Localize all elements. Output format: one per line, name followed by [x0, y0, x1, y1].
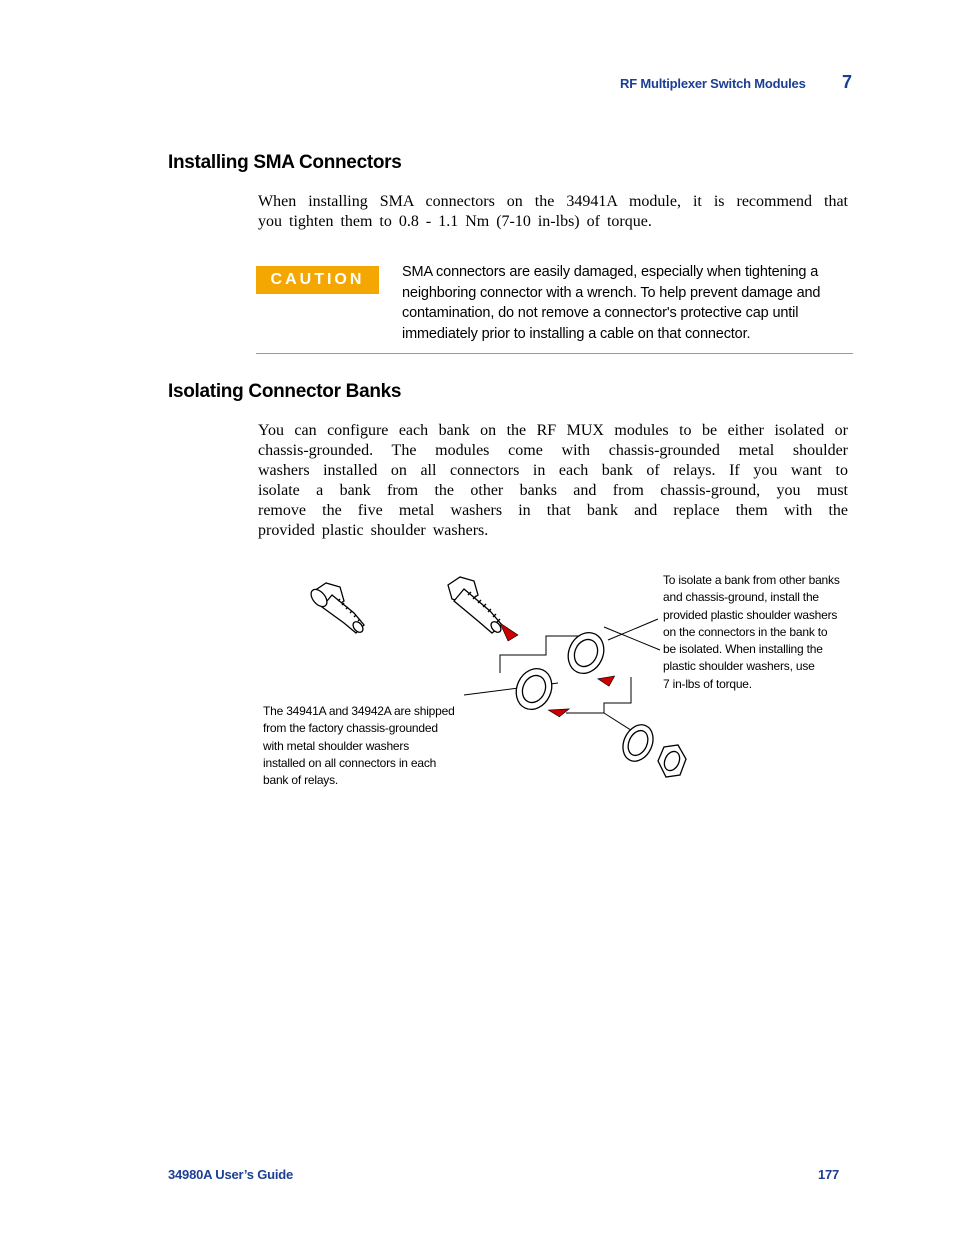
caution-label: CAUTION [256, 266, 379, 294]
note-line: and chassis-ground, install the [663, 590, 819, 605]
section-heading-isolating-banks: Isolating Connector Banks [168, 381, 402, 402]
section2-paragraph [258, 421, 848, 541]
bracket-lines [464, 619, 660, 741]
caution-divider [256, 353, 853, 354]
shoulder-washer [510, 663, 559, 715]
paragraph-line: remove the five metal washers in that bank and replace them with the [258, 502, 848, 519]
note-line: be isolated. When installing the [663, 642, 823, 657]
caution-line: contamination, do not remove a connector's protective cap until [402, 305, 799, 321]
paragraph-line: washers installed on all connectors in each bank of relays. If you want to [258, 462, 848, 479]
caution-text [402, 262, 852, 344]
footer-page-number: 177 [818, 1167, 840, 1182]
note-line: plastic shoulder washers, use [663, 659, 815, 674]
paragraph-line: chassis-grounded. The modules come with chassis-grounded metal shoulder [258, 442, 848, 459]
figure-note-right [663, 572, 863, 693]
paragraph-line: You can configure each bank on the RF MUX modules to be either isolated or [258, 422, 848, 439]
shoulder-washer [562, 627, 611, 679]
caution-line: neighboring connector with a wrench. To help prevent damage and [402, 284, 821, 301]
note-line: with metal shoulder washers [263, 738, 410, 753]
note-line: 7 in-lbs of torque. [663, 676, 752, 691]
chapter-number: 7 [842, 72, 853, 92]
caution-line: SMA connectors are easily damaged, especially when tightening a [402, 264, 819, 280]
note-line: installed on all connectors in each [263, 755, 437, 770]
note-line: from the factory chassis-grounded [263, 721, 438, 736]
sma-connector-bare [448, 577, 503, 634]
note-line: bank of relays. [263, 773, 339, 788]
caution-line: immediately prior to installing a cable on that connector. [402, 325, 751, 342]
section-heading-installing-sma: Installing SMA Connectors [168, 152, 402, 173]
paragraph-line: When installing SMA connectors on the 34941A module, it is recommend that [258, 193, 848, 210]
paragraph-line: isolate a bank from the other banks and from chassis-ground, you must [258, 482, 848, 499]
note-line: provided plastic shoulder washers [663, 607, 838, 622]
running-header-title: RF Multiplexer Switch Modules [620, 76, 806, 91]
paragraph-line: provided plastic shoulder washers. [258, 522, 489, 539]
section1-paragraph [258, 192, 848, 232]
note-line: on the connectors in the bank to [663, 624, 828, 639]
washer [617, 720, 658, 766]
hex-nut [658, 745, 686, 777]
sma-connector-with-washer [308, 583, 365, 634]
footer-guide-title: 34980A User’s Guide [168, 1167, 294, 1182]
note-line: To isolate a bank from other banks [663, 573, 840, 587]
figure-note-left [263, 703, 473, 789]
paragraph-line: you tighten them to 0.8 - 1.1 Nm (7-10 in-lbs) of torque. [258, 213, 652, 230]
note-line: The 34941A and 34942A are shipped [263, 704, 455, 718]
